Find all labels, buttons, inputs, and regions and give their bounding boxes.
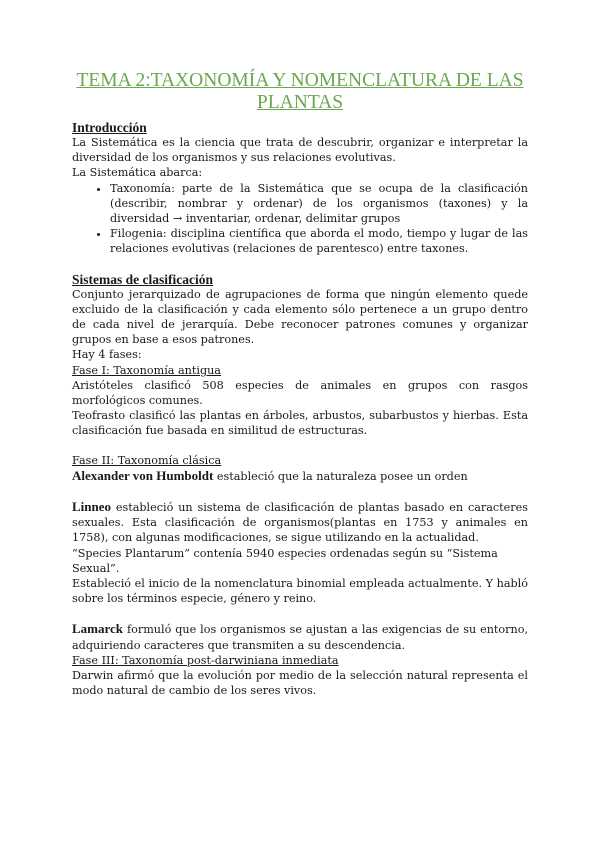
species-plantarum-paragraph: “Species Plantarum” contenía 5940 especies ordenadas según su “Sistema Sexual”. (72, 546, 498, 575)
intro-heading: Introducción (72, 120, 147, 135)
linneo-name: Linneo (72, 499, 112, 515)
page-title: TEMA 2:TAXONOMÍA Y NOMENCLATURA DE LAS PLANTAS (76, 70, 524, 113)
linneo-paragraph (72, 499, 528, 546)
sistemas-paragraph: Conjunto jerarquizado de agrupaciones de forma que ningún elemento quede excluido de la clasificación y cada elemento sólo pertenece a un grupo dentro de cada nivel de jerarquía. Debe reconocer patrones comunes y organizar grupos en base a esos patrones. (72, 287, 528, 347)
fase1-heading: Fase I: Taxonomía antigua (72, 363, 221, 377)
intro-abarca: La Sistemática abarca: (72, 166, 203, 180)
aristoteles-paragraph: Aristóteles clasificó 508 especies de animales en grupos con rasgos morfológicos comunes. (72, 378, 528, 408)
humboldt-name: Alexander von Humboldt (72, 467, 214, 483)
document-page (72, 70, 528, 699)
fases-count: Hay 4 fases: (72, 348, 142, 362)
bullet-taxonomia: • Taxonomía: parte de la Sistemática que se ocupa de la clasificación (describir, nombrar y ordenar) de los organismos (taxones) y la diversidad → inventariar, ordenar, delimitar grupos (110, 181, 528, 227)
fase2-heading: Fase II: Taxonomía clásica (72, 453, 222, 467)
linneo-text: estableció un sistema de clasificación de plantas basado en caracteres sexuales. Esta clasificación de organismos(plantas en 1753 y animales en 1758), con algunas modificaciones, se sigue utilizando en la actualidad. (72, 501, 528, 545)
teofrasto-paragraph: Teofrasto clasificó las plantas en árboles, arbustos, subarbustos y hierbas. Esta clasificación fue basada en similitud de estructuras. (72, 409, 528, 438)
humboldt-paragraph (72, 468, 528, 484)
intro-bullet-list (72, 181, 528, 257)
intro-paragraph: La Sistemática es la ciencia que trata de descubrir, organizar e interpretar la diversidad de los organismos y sus relaciones evolutivas. (72, 136, 528, 165)
bullet-filogenia: • Filogenia: disciplina científica que aborda el modo, tiempo y lugar de las relaciones evolutivas (relaciones de parentesco) entre taxones. (110, 226, 528, 256)
binomial-paragraph: Estableció el inicio de la nomenclatura binomial empleada actualmente. Y habló sobre los términos especie, género y reino. (72, 577, 528, 606)
humboldt-text: estableció que la naturaleza posee un orden (213, 469, 468, 483)
darwin-paragraph: Darwin afirmó que la evolución por medio de la selección natural representa el modo natural de cambio de los seres vivos. (72, 669, 528, 698)
lamarck-paragraph (72, 621, 528, 652)
sistemas-heading: Sistemas de clasificación (72, 271, 213, 287)
fase3-heading: Fase III: Taxonomía post-darwiniana inmediata (72, 653, 339, 667)
lamarck-name: Lamarck (72, 621, 124, 637)
lamarck-text: formuló que los organismos se ajustan a las exigencias de su entorno, adquiriendo caracteres que transmiten a su descendencia. (72, 623, 528, 652)
